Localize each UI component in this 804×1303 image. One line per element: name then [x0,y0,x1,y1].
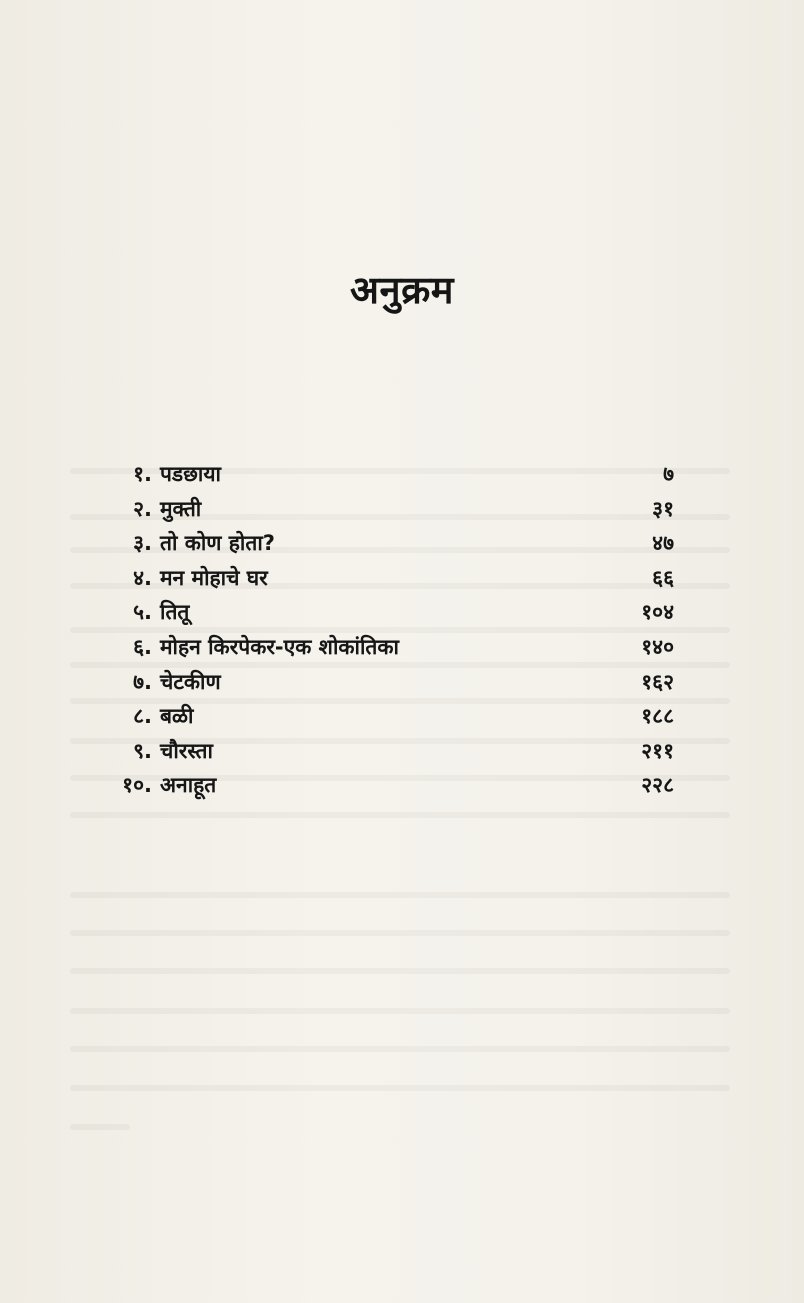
show-through-text [70,930,730,936]
show-through-text [70,1085,730,1091]
toc-entry-number: ५. [133,600,152,625]
toc-entry-page: १४० [641,634,674,659]
toc-entry-number: ३. [133,531,152,556]
toc-entry-number: १०. [122,773,152,798]
toc-entry-number: १. [133,462,152,486]
show-through-text [70,892,730,898]
toc-entry-page: १६२ [641,669,674,694]
show-through-text [70,1008,730,1014]
toc-entry-title: मोहन किरपेकर-एक शोकांतिका [160,634,399,659]
toc-entry-title: चेटकीण [160,669,221,694]
toc-entry-page: २११ [641,738,674,763]
show-through-text [70,968,730,974]
toc-entry-page: १०४ [641,600,674,625]
toc-entry [0,564,804,599]
toc-entry-page: ६६ [652,565,674,590]
toc-entry-number: ९. [133,738,152,763]
toc-entry-title: तितू [160,600,190,625]
toc-entry-page: १८८ [641,704,674,729]
toc-entry-number: ७. [133,669,152,694]
toc-entry-number: ८. [133,704,152,729]
toc-entry [0,460,804,495]
toc-entry-title: चौरस्ता [160,738,213,763]
table-of-contents [0,460,804,806]
toc-entry-title: तो कोण होता? [160,531,275,556]
show-through-text [70,1124,130,1130]
toc-entry-number: २. [133,496,152,521]
toc-entry [0,495,804,530]
toc-entry-page: ७ [663,462,674,486]
toc-entry-title: मुक्ती [160,496,202,521]
show-through-text [70,812,730,818]
show-through-text [70,1046,730,1052]
toc-entry-title: अनाहूत [160,773,217,798]
toc-entry-number: ४. [133,565,152,590]
toc-entry [0,702,804,737]
toc-entry [0,771,804,806]
toc-entry [0,668,804,703]
toc-entry-title: पडछाया [160,462,221,486]
toc-entry-page: ४७ [652,531,674,556]
toc-entry [0,633,804,668]
toc-entry-title: मन मोहाचे घर [160,565,268,590]
toc-entry-number: ६. [133,634,152,659]
page-title: अनुक्रम [349,268,455,313]
toc-entry [0,529,804,564]
toc-entry [0,598,804,633]
toc-entry-page: ३१ [652,496,674,521]
toc-entry-title: बळी [160,704,194,729]
toc-entry-page: २२८ [641,773,674,798]
toc-entry [0,737,804,772]
